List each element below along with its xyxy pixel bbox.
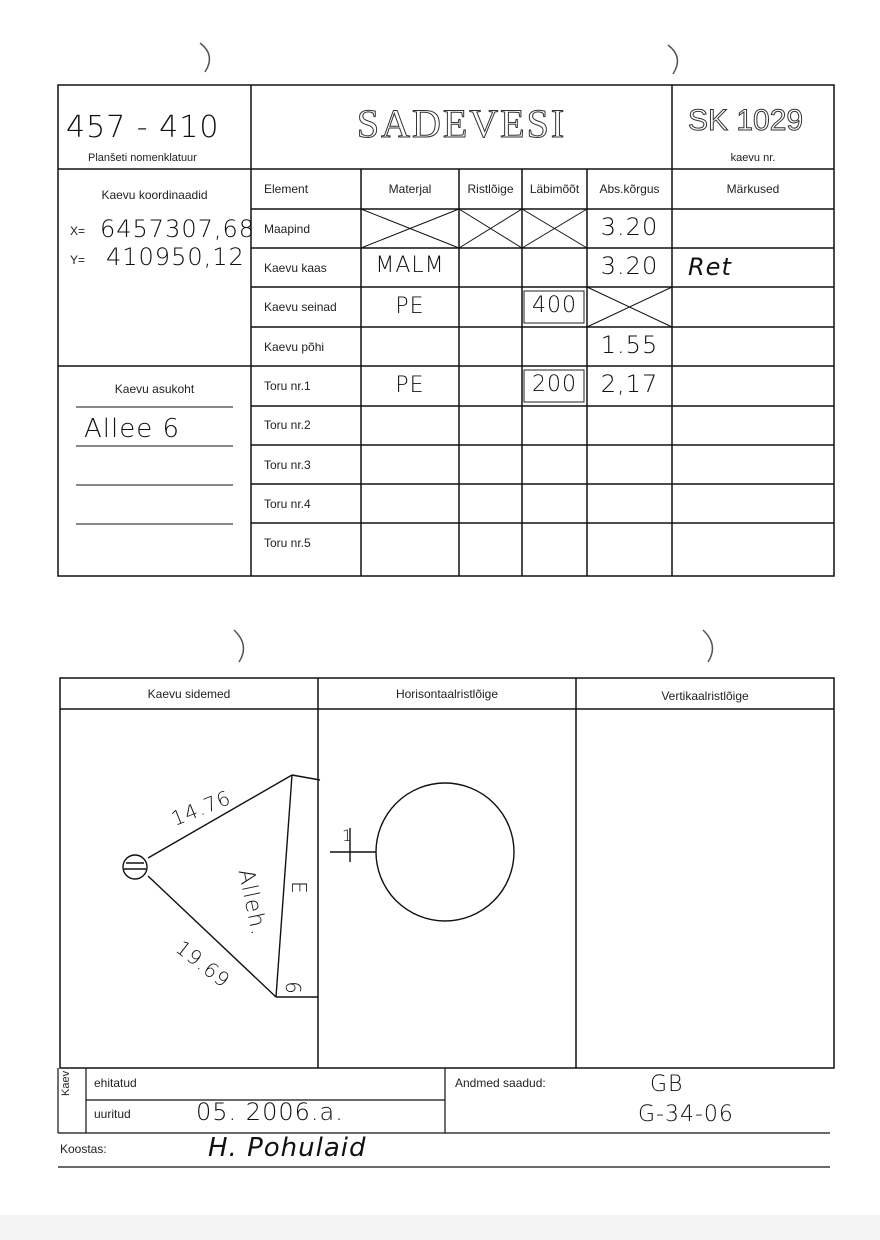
punch-hole-mark bbox=[703, 630, 712, 662]
surveyed-value: 05. 2006.a. bbox=[196, 1098, 344, 1126]
well-number-label: kaevu nr. bbox=[730, 152, 776, 164]
row-element: Kaevu põhi bbox=[264, 340, 325, 354]
cell-material: MALM bbox=[375, 253, 445, 278]
cell-height: 3.20 bbox=[600, 213, 659, 241]
cell-height: 3.20 bbox=[600, 252, 659, 280]
surveyed-label: uuritud bbox=[94, 1107, 131, 1121]
compiled-label: Koostas: bbox=[60, 1142, 107, 1156]
data-source-line2: G-34-06 bbox=[638, 1102, 734, 1127]
distance-top: 14.76 bbox=[167, 785, 235, 831]
row-element: Toru nr.1 bbox=[264, 379, 311, 393]
horizontal-section bbox=[330, 783, 514, 921]
row-element: Kaevu seinad bbox=[264, 300, 337, 314]
row-element: Toru nr.4 bbox=[264, 497, 311, 511]
distance-bottom: 19.69 bbox=[171, 935, 236, 993]
street-label: Alleh. bbox=[232, 866, 272, 939]
col-header-connections: Kaevu sidemed bbox=[147, 687, 231, 701]
lower-card-frame bbox=[60, 678, 834, 1068]
pipe-mark: 1 bbox=[342, 826, 354, 845]
cell-material: PE bbox=[395, 294, 425, 319]
punch-hole-mark bbox=[234, 630, 243, 662]
coordinates-label: Kaevu koordinaadid bbox=[101, 188, 208, 202]
cell-material: PE bbox=[395, 373, 425, 398]
header-diameter: Läbimõõt bbox=[529, 182, 580, 196]
house-letter: E bbox=[286, 881, 311, 895]
y-coordinate: 410950,12 bbox=[106, 243, 245, 271]
x-coordinate: 6457307,68 bbox=[100, 215, 256, 243]
row-element: Toru nr.3 bbox=[264, 458, 311, 472]
header-element: Element bbox=[264, 182, 309, 196]
built-label: ehitatud bbox=[94, 1076, 137, 1090]
header-cross-section: Ristlõige bbox=[467, 182, 514, 196]
cell-diameter: 400 bbox=[532, 293, 577, 318]
house-number: 6 bbox=[280, 981, 305, 995]
row-element: Toru nr.2 bbox=[264, 418, 311, 432]
well-side-label: Kaev bbox=[60, 1070, 72, 1096]
data-source-line1: GB bbox=[650, 1072, 684, 1097]
punch-hole-mark bbox=[668, 45, 677, 74]
plan-nomenclature-value: 457 - 410 bbox=[66, 110, 220, 145]
cell-height: 2,17 bbox=[600, 370, 659, 398]
data-source-label: Andmed saadud: bbox=[455, 1076, 546, 1090]
punch-hole-mark bbox=[200, 43, 209, 72]
location-label: Kaevu asukoht bbox=[114, 382, 195, 396]
well-number-value: SK 1029 bbox=[688, 104, 804, 137]
cell-notes: Ret bbox=[688, 253, 732, 281]
row-element: Maapind bbox=[264, 222, 311, 236]
col-header-vertical: Vertikaalristlõige bbox=[661, 689, 749, 703]
location-value: Allee 6 bbox=[84, 414, 181, 444]
x-prefix: X= bbox=[70, 224, 86, 238]
form-title: SADEVESI bbox=[356, 101, 567, 146]
header-material: Materjal bbox=[388, 182, 432, 196]
scan-edge bbox=[0, 1215, 880, 1240]
compiled-value: H. Pohulaid bbox=[208, 1133, 367, 1163]
row-element: Kaevu kaas bbox=[264, 261, 327, 275]
header-notes: Märkused bbox=[726, 182, 780, 196]
cell-height: 1.55 bbox=[600, 331, 659, 359]
col-header-horizontal: Horisontaalristlõige bbox=[395, 687, 499, 701]
cell-diameter: 200 bbox=[532, 372, 577, 397]
header-abs-height: Abs.kõrgus bbox=[599, 182, 660, 196]
row-element: Toru nr.5 bbox=[264, 536, 311, 550]
plan-nomenclature-label: Planšeti nomenklatuur bbox=[88, 152, 197, 164]
y-prefix: Y= bbox=[70, 253, 86, 267]
